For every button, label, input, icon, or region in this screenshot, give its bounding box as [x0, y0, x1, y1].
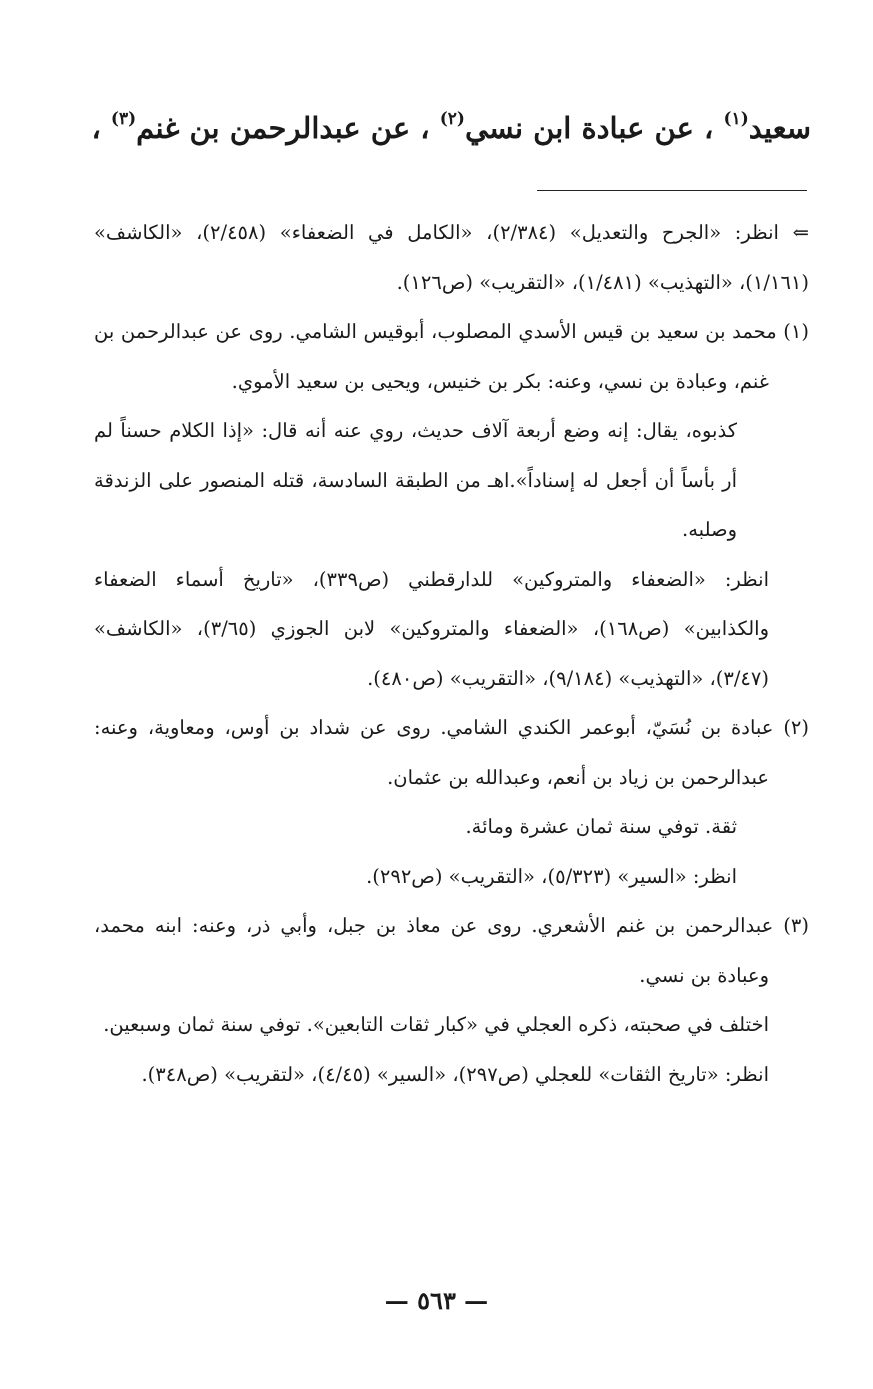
footnote-3-bio [94, 901, 809, 1000]
footnote-ref-3: (٣) [110, 109, 137, 129]
page-number: — ٥٦٣ — [384, 1286, 489, 1315]
footnote-ref-2: (٢) [439, 109, 465, 129]
footnote-3-bio-text: عبدالرحمن بن غنم الأشعري. روى عن معاذ بن جبل، وأبي ذر، وعنه: ابنه محمد، وعبادة بن نسي. [94, 914, 774, 987]
main-text-line [50, 98, 811, 158]
footnote-2-refs: انظر: «السير» (٥/٣٢٣)، «التقريب» (ص٢٩٢). [366, 864, 737, 888]
footnote-1-remark: كذبوه، يقال: إنه وضع أربعة آلاف حديث، روي عنه أنه قال: «إذا الكلام حسناً لم أر بأساً أن أجعل له إسناداً».اهـ من الطبقة السادسة، قتله المنصور على الزندقة وصلبه. [94, 419, 737, 541]
footnote-separator [537, 190, 807, 191]
footnote-3-number: (٣) [783, 914, 809, 937]
footnote-1-bio-text: محمد بن سعيد بن قيس الأسدي المصلوب، أبوقيس الشامي. روى عن عبدالرحمن بن غنم، وعبادة بن نسي، وعنه: بكر بن خنيس، ويحيى بن سعيد الأموي. [94, 320, 777, 393]
footnote-continuation: ⇐ انظر: «الجرح والتعديل» (٢/٣٨٤)، «الكامل في الضعفاء» (٢/٤٥٨)، «الكاشف» (١/١٦١)، «التهذيب» (١/٤٨١)، «التقريب» (ص١٢٦). [94, 221, 809, 294]
footnote-2-remark: ثقة. توفي سنة ثمان عشرة ومائة. [465, 815, 737, 838]
main-text-part: سعيد [748, 111, 811, 145]
main-text-part: ، [91, 111, 101, 145]
footnote-2-number: (٢) [783, 716, 810, 739]
footnote-ref-1: (١) [723, 109, 749, 129]
footnote-2-bio [94, 703, 809, 802]
footnotes [94, 208, 809, 1099]
footnote-1-number: (١) [783, 320, 809, 343]
footnote-1-refs: انظر: «الضعفاء والمتروكين» للدارقطني (ص٣٣٩)، «تاريخ أسماء الضعفاء والكذابين» (ص١٦٨)، «الضعفاء والمتروكين» لابن الجوزي (٣/٦٥)، «الكاشف» (٣/٤٧)، «التهذيب» (٩/١٨٤)، «التقريب» (ص٤٨٠). [94, 567, 769, 690]
footnote-1-bio [94, 307, 809, 406]
footnote-2-bio-text: عبادة بن نُسَيّ، أبوعمر الكندي الشامي. روى عن شداد بن أوس، ومعاوية، وعنه: عبدالرحمن بن زياد بن أنعم، وعبدالله بن عثمان. [94, 716, 774, 789]
main-text-part: ، عن عبدالرحمن بن غنم [136, 111, 430, 145]
footnote-3-remark: اختلف في صحبته، ذكره العجلي في «كبار ثقات التابعين». توفي سنة ثمان وسبعين. [103, 1013, 769, 1036]
footnote-3-refs: انظر: «تاريخ الثقات» للعجلي (ص٢٩٧)، «السير» (٤/٤٥)، «لتقريب» (ص٣٤٨). [141, 1062, 769, 1086]
main-text-part: ، عن عبادة ابن نسي [464, 111, 714, 145]
